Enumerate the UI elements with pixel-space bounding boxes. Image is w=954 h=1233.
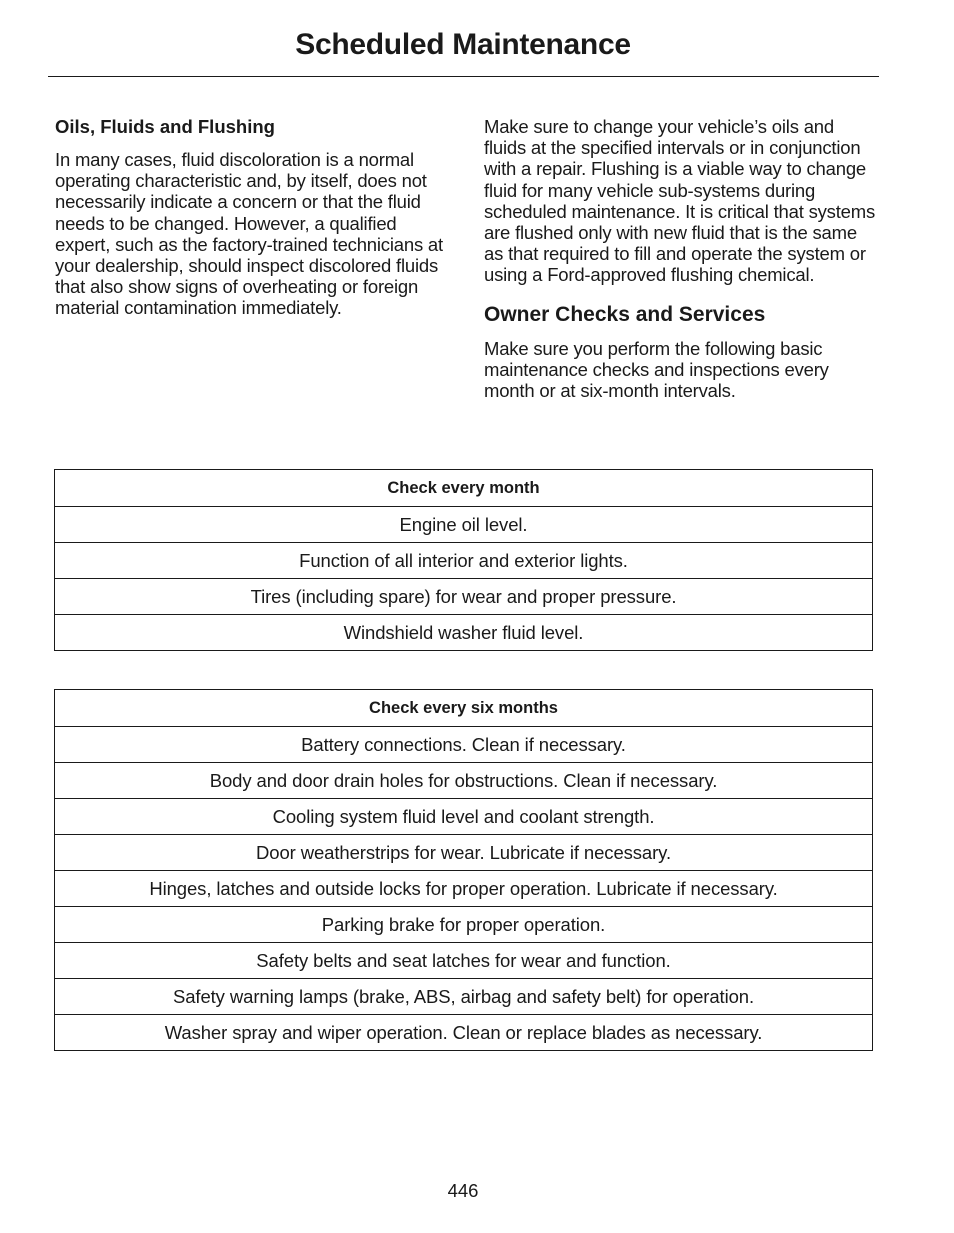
section-heading-owner-checks: Owner Checks and Services [484, 302, 766, 326]
table-row [55, 763, 873, 799]
table-cell: Parking brake for proper operation. [55, 907, 873, 943]
title-divider [48, 76, 879, 77]
table-header-row [55, 690, 873, 727]
table-header: Check every month [55, 470, 873, 507]
table-cell: Safety warning lamps (brake, ABS, airbag and safety belt) for operation. [55, 979, 873, 1015]
six-month-check-table [54, 689, 873, 1051]
table-row [55, 907, 873, 943]
table-cell: Hinges, latches and outside locks for proper operation. Lubricate if necessary. [55, 871, 873, 907]
page-title: Scheduled Maintenance [295, 28, 631, 61]
table-row [55, 871, 873, 907]
table-row [55, 1015, 873, 1051]
paragraph-fluid-discoloration: In many cases, fluid discoloration is a normal operating characteristic and, by itself, does not necessarily indicate a concern or that the fluid needs to be changed. However, a qualified expert, such as the factory-trained technicians at your dealership, should inspect discolored fluids that also show signs of overheating or foreign material contamination immediately. [55, 149, 443, 319]
paragraph-change-oils: Make sure to change your vehicle’s oils and fluids at the specified intervals or in conjunction with a repair. Flushing is a viable way to change fluid for many vehicle sub-systems during scheduled maintenance. It is critical that systems are flushed only with new fluid that is the same as that required to fill and operate the system or using a Ford-approved flushing chemical. [484, 116, 876, 286]
right-column [484, 116, 876, 401]
page-number: 446 [447, 1180, 479, 1201]
table-cell: Battery connections. Clean if necessary. [55, 727, 873, 763]
table-header: Check every six months [55, 690, 873, 727]
table-header-row [55, 470, 873, 507]
table-cell: Engine oil level. [55, 507, 873, 543]
table-cell: Tires (including spare) for wear and proper pressure. [55, 579, 873, 615]
table-row [55, 727, 873, 763]
monthly-check-table [54, 469, 873, 651]
table-cell: Body and door drain holes for obstructions. Clean if necessary. [55, 763, 873, 799]
table-cell: Windshield washer fluid level. [55, 615, 873, 651]
table-row [55, 507, 873, 543]
table-row [55, 943, 873, 979]
table-row [55, 615, 873, 651]
table-row [55, 543, 873, 579]
table-cell: Function of all interior and exterior lights. [55, 543, 873, 579]
table-row [55, 799, 873, 835]
table-cell: Cooling system fluid level and coolant strength. [55, 799, 873, 835]
table-cell: Washer spray and wiper operation. Clean or replace blades as necessary. [55, 1015, 873, 1051]
paragraph-basic-checks: Make sure you perform the following basic maintenance checks and inspections every month or at six-month intervals. [484, 337, 829, 402]
table-row [55, 579, 873, 615]
table-row [55, 835, 873, 871]
left-column [55, 116, 447, 319]
table-cell: Door weatherstrips for wear. Lubricate if necessary. [55, 835, 873, 871]
table-row [55, 979, 873, 1015]
section-heading-oils-fluids: Oils, Fluids and Flushing [55, 116, 275, 137]
table-cell: Safety belts and seat latches for wear and function. [55, 943, 873, 979]
